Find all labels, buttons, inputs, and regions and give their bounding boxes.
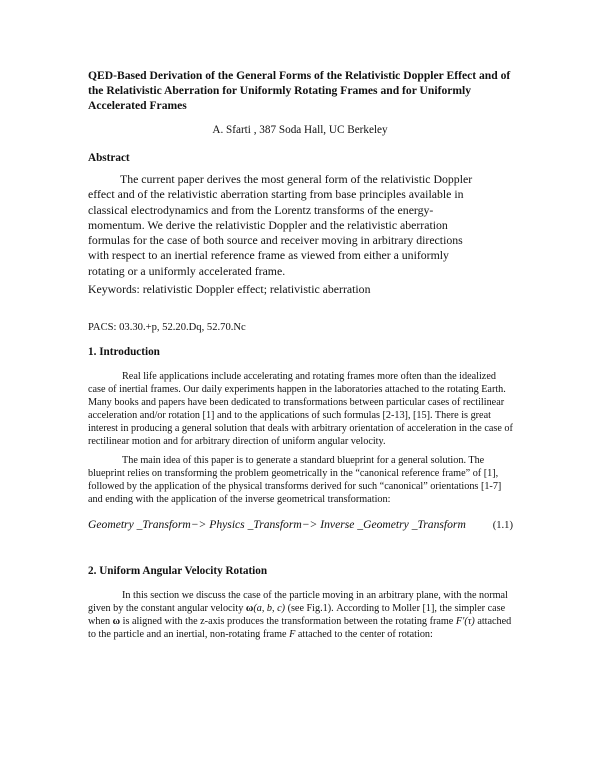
equation-1-1: Geometry _Transform−> Physics _Transform−> Inverse _Geometry _Transform (88, 518, 466, 531)
omega-symbol-2: ω (112, 616, 121, 628)
equation-number: (1.1) (492, 520, 513, 531)
omega-components: (a, b, c) (253, 603, 286, 615)
intro-paragraph-2: The main idea of this paper is to generate a standard blueprint for a general solution. The blueprint relies on transforming the problem geometrically in the “canonical reference frame” of [1], followed by the application of the physical transforms derived for such “canonical” orientations [1-7] and ending with the application of the inverse geometrical transformation: (88, 455, 502, 506)
intro-paragraph-1: Real life applications include accelerating and rotating frames more often than the idealized case of inertial frames. Our daily experiments happen in the laboratories attached to the rotating Earth. Many books and papers have been dedicated to transformations between particular cases of rectilinear acceleration and/or rotation [1] and to the applications of such formulas [2-13], [15]. There is great interest in producing a general solution that deals with arbitrary orientation of acceleration in the case of rectilinear motion and for arbitrary direction of uniform angular velocity. (88, 371, 513, 448)
omega-symbol: ω (245, 603, 254, 615)
paper-title: QED-Based Derivation of the General Forms of the Relativistic Doppler Effect and of the Relativistic Aberration for Uniformly Rotating Frames and for Uniformly Accelerated Frames (88, 69, 511, 112)
section-2-heading: 2. Uniform Angular Velocity Rotation (88, 565, 268, 577)
author-line: A. Sfarti , 387 Soda Hall, UC Berkeley (212, 124, 388, 136)
rotating-frame-symbol: F′(τ) (455, 616, 475, 628)
abstract-heading: Abstract (88, 152, 130, 164)
s2-text-c: is aligned with the z-axis produces the transformation between the rotating frame (120, 616, 456, 628)
keywords: Keywords: relativistic Doppler effect; relativistic aberration (88, 282, 371, 296)
s2-text-d: attached to the particle and an inertial, non-rotating frame (88, 616, 512, 641)
section-2-paragraph (88, 589, 513, 641)
section-1-heading: 1. Introduction (88, 346, 160, 358)
s2-text-b: (see Fig.1). According to Moller [1], the simpler case when (88, 603, 506, 628)
pacs-codes: PACS: 03.30.+p, 52.20.Dq, 52.70.Nc (88, 322, 246, 333)
s2-text-a: In this section we discuss the case of the particle moving in an arbitrary plane, with the normal given by the constant angular velocity (88, 590, 508, 615)
inertial-frame-symbol: F (289, 629, 296, 641)
abstract-body: The current paper derives the most general form of the relativistic Doppler effect and of the relativistic aberration starting from base principles available in classical electrodynamics and from the Lorentz transforms of the energy-momentum. We derive the relativistic Doppler and the relativistic aberration formulas for the case of both source and receiver moving in arbitrary directions with respect to an inertial reference frame as viewed from either a uniformly rotating or a uniformly accelerated frame. (88, 172, 473, 278)
s2-text-e: attached to the center of rotation: (295, 629, 433, 641)
